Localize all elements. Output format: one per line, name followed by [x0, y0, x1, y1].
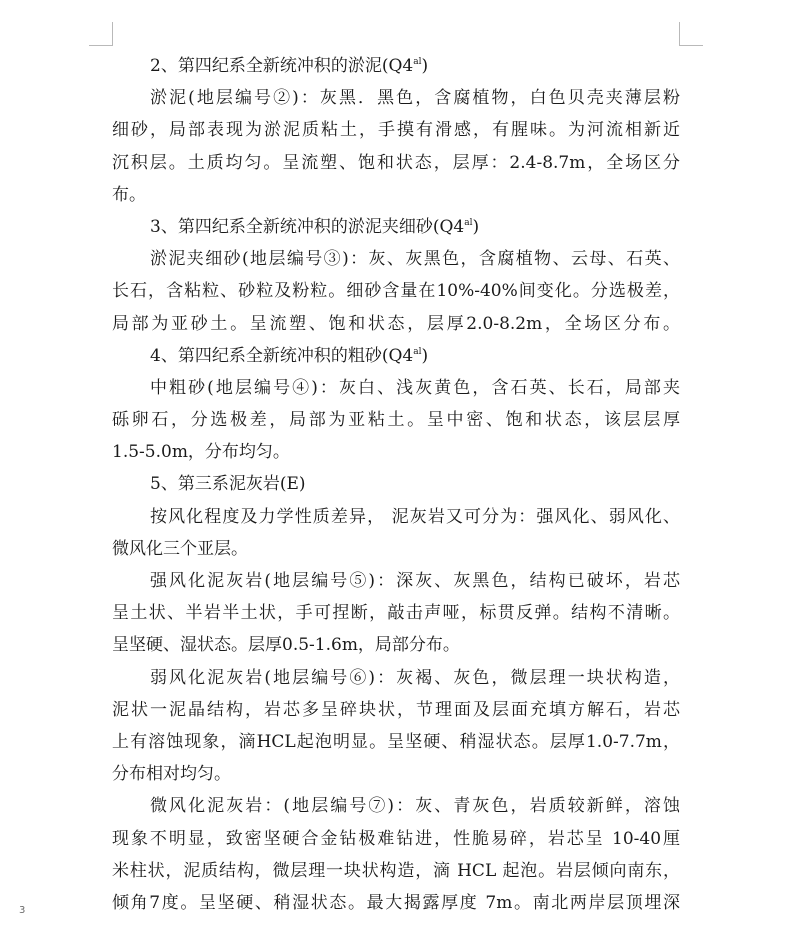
- text-line-content: 呈土状、半岩半土状，手可捏断，敲击声哑，标贯反弹。结构不清晰。: [112, 603, 680, 624]
- text-line: [112, 372, 680, 404]
- body-text: [112, 50, 680, 919]
- text-line: [112, 468, 680, 500]
- text-line: [112, 501, 680, 533]
- text-line: [112, 662, 680, 694]
- text-line-content: 细砂，局部表现为淤泥质粘土，手摸有滑感，有腥味。为河流相新近: [112, 120, 680, 141]
- text-line-content: 上有溶蚀现象，滴HCL起泡明显。呈坚硬、稍湿状态。层厚1.0-7.7m，: [112, 731, 680, 752]
- text-line-content: 按风化程度及力学性质差异， 泥灰岩又可分为：强风化、弱风化、: [150, 506, 680, 527]
- text-line: [112, 533, 680, 565]
- text-line: [112, 82, 680, 114]
- text-line-content: 淤泥夹细砂(地层编号③)：灰、灰黑色，含腐植物、云母、石英、: [150, 249, 680, 270]
- text-line: [112, 243, 680, 275]
- page-number: 3: [19, 905, 26, 916]
- text-line-content: 泥状一泥晶结构，岩芯多呈碎块状，节理面及层面充填方解石，岩芯: [112, 699, 680, 720]
- text-line: [112, 211, 680, 243]
- text-line-content: 砾卵石，分选极差，局部为亚粘土。呈中密、饱和状态，该层层厚: [112, 410, 680, 431]
- text-line-content: 局部为亚砂土。呈流塑、饱和状态，层厚2.0-8.2m，全场区分布。: [112, 313, 680, 334]
- text-line-content: 4、第四纪系全新统冲积的粗砂(Q4: [150, 345, 414, 366]
- text-line: [112, 694, 680, 726]
- text-line-content: 分布相对均匀。: [112, 764, 231, 785]
- text-line: [112, 855, 680, 887]
- text-line-tail: ): [421, 56, 429, 76]
- text-line-content: 中粗砂(地层编号④)：灰白、浅灰黄色，含石英、长石，局部夹: [150, 377, 680, 398]
- text-line-content: 布。: [112, 184, 146, 205]
- text-line: [112, 340, 680, 372]
- text-line: [112, 726, 680, 758]
- text-line: [112, 50, 680, 82]
- text-line: [112, 565, 680, 597]
- superscript: al: [413, 346, 422, 357]
- text-line: [112, 114, 680, 146]
- text-line: [112, 887, 680, 919]
- text-line: [112, 823, 680, 855]
- text-line-content: 1.5-5.0m，分布均匀。: [112, 442, 290, 463]
- crop-mark-top-right: [679, 22, 703, 46]
- text-line: [112, 629, 680, 661]
- text-line-content: 微风化三个亚层。: [112, 538, 248, 559]
- text-line: [112, 308, 680, 340]
- text-line-content: 现象不明显，致密坚硬合金钻极难钻进，性脆易碎，岩芯呈 10-40厘: [112, 828, 680, 849]
- text-line-content: 倾角7度。呈坚硬、稍湿状态。最大揭露厚度 7m。南北两岸层顶埋深: [112, 892, 680, 913]
- text-line: [112, 179, 680, 211]
- text-line-content: 3、第四纪系全新统冲积的淤泥夹细砂(Q4: [150, 216, 465, 237]
- crop-mark-top-left: [89, 22, 113, 46]
- text-line-tail: ): [472, 216, 480, 237]
- text-line-content: 米柱状，泥质结构，微层理一块状构造，滴 HCL 起泡。岩层倾向南东，: [112, 860, 680, 881]
- superscript: al: [413, 57, 422, 67]
- superscript: al: [464, 217, 473, 228]
- text-line-tail: ): [421, 345, 429, 366]
- text-line: [112, 790, 680, 822]
- text-line: [112, 147, 680, 179]
- text-line-content: 2、第四纪系全新统冲积的淤泥(Q4: [150, 56, 414, 76]
- text-line-content: 沉积层。土质均匀。呈流塑、饱和状态，层厚：2.4-8.7m，全场区分: [112, 152, 680, 173]
- text-line-content: 淤泥(地层编号②)：灰黑．黑色，含腐植物，白色贝壳夹薄层粉: [150, 88, 680, 109]
- text-line-content: 微风化泥灰岩：(地层编号⑦)：灰、青灰色，岩质较新鲜，溶蚀: [150, 796, 680, 817]
- text-line-content: 呈坚硬、湿状态。层厚0.5-1.6m，局部分布。: [112, 635, 460, 656]
- text-line-content: 弱风化泥灰岩(地层编号⑥)：灰褐、灰色，微层理一块状构造，: [150, 667, 680, 688]
- text-line: [112, 758, 680, 790]
- text-line-content: 长石，含粘粒、砂粒及粉粒。细砂含量在10%-40%间变化。分选极差，: [112, 281, 680, 302]
- text-line-content: 5、第三系泥灰岩(E): [150, 474, 306, 495]
- text-line-content: 强风化泥灰岩(地层编号⑤)：深灰、灰黑色，结构已破坏，岩芯: [150, 571, 680, 591]
- text-line: [112, 597, 680, 629]
- text-line: [112, 275, 680, 307]
- text-line: [112, 436, 680, 468]
- text-line: [112, 404, 680, 436]
